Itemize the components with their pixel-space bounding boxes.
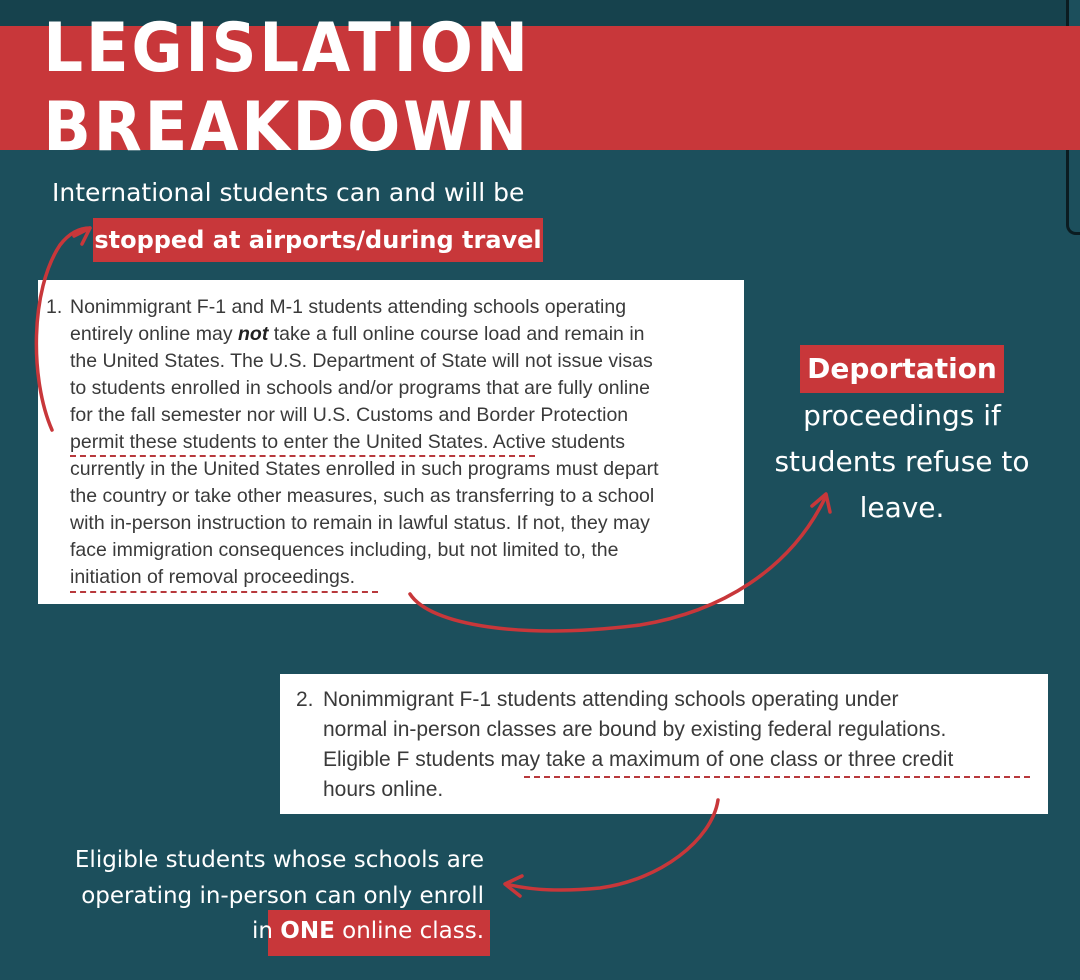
rule-2-underlined-text: may take a maximum of one class or three credit [500, 748, 954, 771]
rule-1-line: initiation of removal proceedings. [70, 566, 356, 588]
rule-1-line: with in-person instruction to remain in lawful status. If not, they may [70, 512, 650, 534]
one-highlight: ONE [280, 918, 335, 944]
rule-1-number: 1. [46, 296, 63, 318]
deportation-line: students refuse to [774, 445, 1030, 478]
rule-1-text: entirely online may [70, 323, 233, 345]
rule-2-number: 2. [296, 688, 314, 711]
online-note-suffix: online class. [342, 918, 484, 944]
rule-2-text: Eligible F students [323, 748, 495, 771]
rule-1-line: for the fall semester nor will U.S. Customs and Border Protection [70, 404, 629, 426]
rule-1-line: face immigration consequences including, but not limited to, the [70, 539, 619, 561]
rule-1-line: currently in the United States enrolled in such programs must depart [70, 458, 659, 480]
rule-1-line: to students enrolled in schools and/or programs that are fully online [70, 377, 650, 399]
rule-2-line: hours online. [323, 778, 444, 801]
rule-1-line: the United States. The U.S. Department of State will not issue visas [70, 350, 653, 372]
rule-1-text: Active students [492, 431, 625, 453]
deportation-line: leave. [859, 491, 945, 524]
online-note-line: operating in-person can only enroll [81, 883, 484, 909]
arrow-to-online-note [506, 800, 718, 890]
rule-1-underlined-text: permit these students to enter the United States. [70, 431, 489, 453]
deportation-highlight: Deportation [800, 345, 1004, 393]
arrow-to-travel-note [36, 228, 90, 430]
rule-2-line: normal in-person classes are bound by existing federal regulations. [323, 718, 947, 741]
rule-2-line: Nonimmigrant F-1 students attending schools operating under [323, 688, 899, 711]
arrow-to-deportation [410, 498, 825, 631]
online-note-line: Eligible students whose schools are [74, 847, 484, 873]
travel-note-line: International students can and will be [52, 178, 525, 207]
rule-1-emphasis: not [238, 323, 269, 345]
rule-1-line: the country or take other measures, such as transferring to a school [70, 485, 655, 507]
page-title: LEGISLATION BREAKDOWN [43, 9, 531, 167]
travel-note-highlight: stopped at airports/during travel [93, 218, 543, 262]
rule-1-line: Nonimmigrant F-1 and M-1 students attending schools operating [70, 296, 627, 318]
online-note-prefix: in [252, 918, 273, 944]
rule-1-text: take a full online course load and remain in [273, 323, 645, 345]
deportation-line: proceedings if [803, 399, 1001, 432]
